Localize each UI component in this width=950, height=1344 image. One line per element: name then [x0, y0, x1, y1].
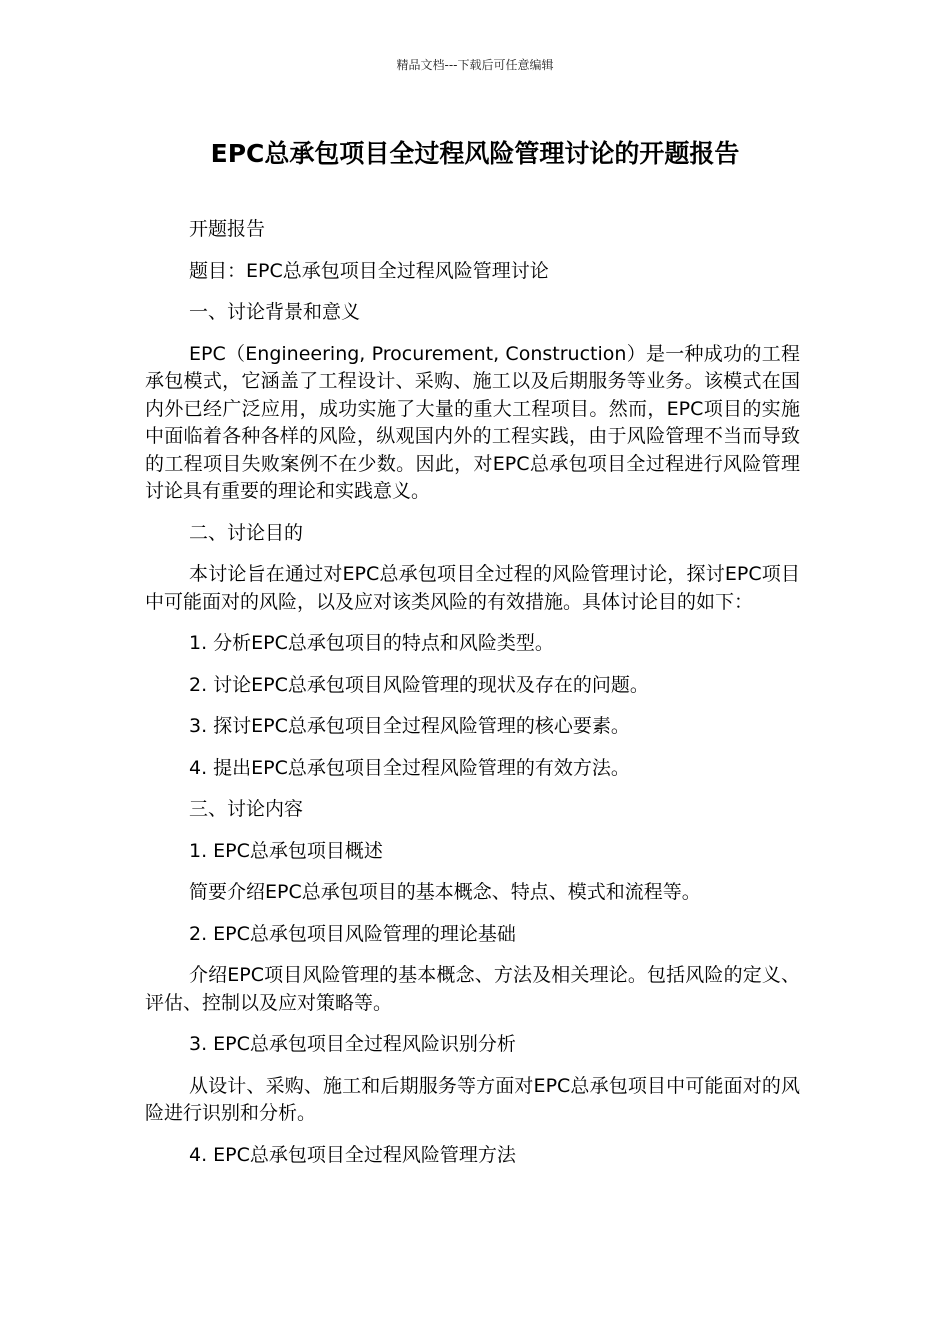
paragraph-report-label: 开题报告	[189, 218, 266, 240]
paragraph-theory: 介绍EPC项目风险管理的基本概念、方法及相关理论。包括风险的定义、评估、控制以及应对策略等。	[145, 964, 800, 1014]
paragraph-purpose: 本讨论旨在通过对EPC总承包项目全过程的风险管理讨论，探讨EPC项目中可能面对的风险，以及应对该类风险的有效措施。具体讨论目的如下：	[145, 563, 800, 613]
paragraph-overview: 简要介绍EPC总承包项目的基本概念、特点、模式和流程等。	[189, 881, 701, 903]
subheading-risk-identification: 3. EPC总承包项目全过程风险识别分析	[189, 1033, 516, 1055]
list-item-purpose-4: 4. 提出EPC总承包项目全过程风险管理的有效方法。	[189, 756, 630, 779]
section-heading-background: 一、讨论背景和意义	[189, 301, 361, 323]
list-item-purpose-1: 1. 分析EPC总承包项目的特点和风险类型。	[189, 632, 554, 654]
document-body	[145, 216, 800, 1169]
list-item-purpose-3: 3. 探讨EPC总承包项目全过程风险管理的核心要素。	[189, 715, 630, 737]
document-title: EPC总承包项目全过程风险管理讨论的开题报告	[210, 139, 740, 168]
subheading-theory: 2. EPC总承包项目风险管理的理论基础	[189, 922, 516, 945]
list-item-purpose-2: 2. 讨论EPC总承包项目风险管理的现状及存在的问题。	[189, 673, 649, 696]
section-heading-content: 三、讨论内容	[189, 798, 304, 820]
section-heading-purpose: 二、讨论目的	[189, 521, 304, 544]
subheading-risk-methods: 4. EPC总承包项目全过程风险管理方法	[189, 1143, 516, 1166]
paragraph-background: EPC（Engineering, Procurement, Construction）是一种成功的工程承包模式，它涵盖了工程设计、采购、施工以及后期服务等业务。该模式在国内外已经广泛应用，成功实施了大量的重大工程项目。然而，EPC项目的实施中面临着各种各样的风险，纵观国内外的工程实践，由于风险管理不当而导致的工程项目失败案例不在少数。因此，对EPC总承包项目全过程进行风险管理讨论具有重要的理论和实践意义。	[145, 342, 800, 502]
subheading-overview: 1. EPC总承包项目概述	[189, 839, 383, 862]
paragraph-risk-identification: 从设计、采购、施工和后期服务等方面对EPC总承包项目中可能面对的风险进行识别和分析。	[145, 1074, 800, 1124]
header-note: 精品文档---下载后可任意编辑	[396, 58, 554, 72]
paragraph-topic: 题目：EPC总承包项目全过程风险管理讨论	[189, 259, 549, 282]
